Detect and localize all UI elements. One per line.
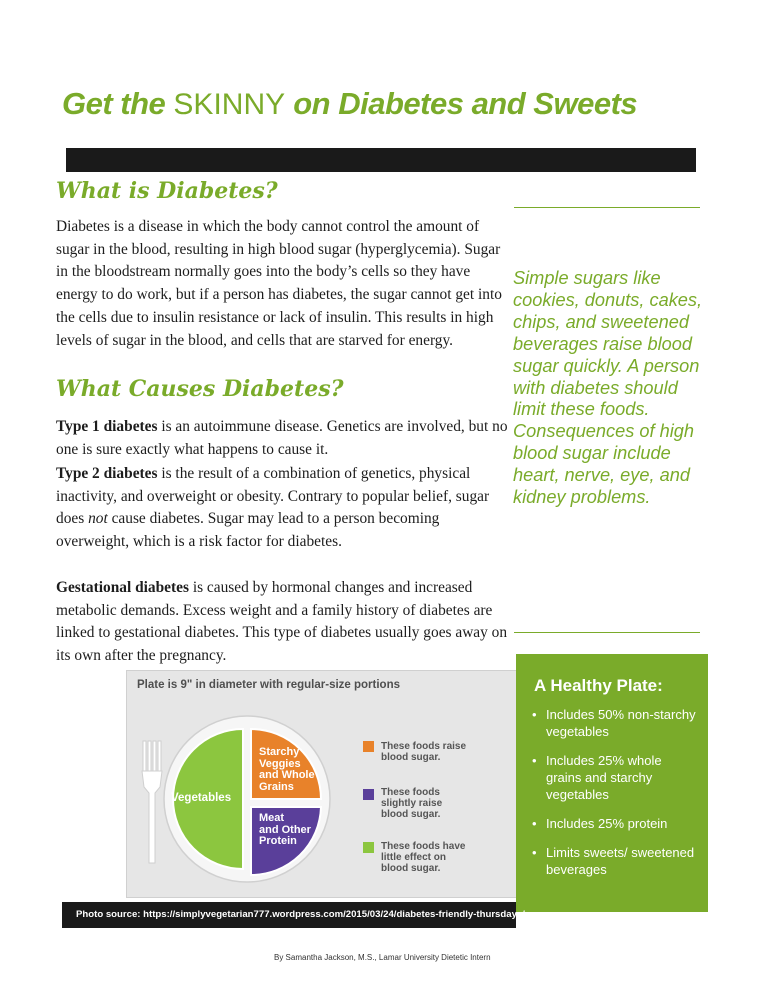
- plate-header: Plate is 9" in diameter with regular-size portions: [137, 679, 400, 691]
- section-heading-causes: What Causes Diabetes?: [56, 376, 344, 402]
- protein-label-line: Meat: [259, 812, 285, 824]
- gestational-term: Gestational diabetes: [56, 579, 189, 596]
- type2-text-a: is the result of a combination of genetics, physical inactivity, and overweight or obesity. Contrary to popular belief, sugar does: [56, 465, 490, 528]
- legend-line: These foods: [381, 787, 440, 798]
- type2-text-b: cause diabetes. Sugar may lead to a person becoming overweight, which is a risk factor for diabetes.: [56, 510, 440, 551]
- photo-source-bar: [62, 902, 525, 928]
- list-item: • Limits sweets/ sweetened beverages: [530, 844, 700, 878]
- legend-line: little effect on: [381, 852, 447, 863]
- photo-source-text: Photo source: https://simplyvegetarian777.wordpress.com/2015/03/24/diabetes-friendly-thursdays/: [76, 909, 525, 920]
- protein-label-line: Protein: [259, 835, 297, 847]
- legend-swatch-little: [363, 842, 374, 853]
- healthy-plate-title: A Healthy Plate:: [534, 676, 663, 695]
- healthy-plate-box: [516, 654, 708, 912]
- legend-line: blood sugar.: [381, 809, 441, 820]
- gestational-paragraph: [56, 577, 508, 668]
- type1-term: Type 1 diabetes: [56, 418, 158, 435]
- protein-label: [259, 813, 311, 848]
- list-item: • Includes 50% non-starchy vegetables: [530, 706, 700, 740]
- legend-swatch-raise: [363, 741, 374, 752]
- legend-swatch-slightly: [363, 789, 374, 800]
- starchy-label-line: Veggies: [259, 757, 301, 770]
- type2-term: Type 2 diabetes: [56, 465, 158, 482]
- list-item: • Includes 25% protein: [530, 815, 700, 832]
- sidebar-rule-top: [514, 207, 700, 208]
- starchy-label: [259, 747, 315, 793]
- section-heading-what-is: What is Diabetes?: [56, 178, 278, 204]
- type1-paragraph: [56, 416, 508, 461]
- sidebar-rule-bottom: [514, 632, 700, 633]
- healthy-plate-list: [530, 706, 700, 890]
- vegetables-label: Vegetables: [171, 792, 232, 804]
- legend-line: These foods raise: [381, 741, 467, 752]
- legend-raise: [381, 741, 466, 763]
- legend-little-effect: [381, 841, 465, 874]
- starchy-label-line: Starchy: [259, 746, 300, 758]
- what-is-diabetes-text: Diabetes is a disease in which the body cannot control the amount of sugar in the blood, resulting in high blood sugar (hyperglycemia). Sugar in the bloodstream normally goes into the body’s cells so they have energy to do work, but if a person has diabetes, the sugar cannot get into the cells due to insulin resistance or lack of insulin. This results in high levels of sugar in the blood, and cells that are starved for energy.: [56, 218, 502, 349]
- byline: By Samantha Jackson, M.S., Lamar University Dietetic Intern: [274, 953, 491, 962]
- fork-icon: [142, 741, 162, 863]
- protein-label-line: and Other: [259, 823, 311, 836]
- legend-line: slightly raise: [381, 798, 443, 809]
- legend-slightly-raise: [381, 787, 442, 820]
- list-item: • Includes 25% whole grains and starchy vegetables: [530, 752, 700, 803]
- plate-illustration: [126, 670, 518, 898]
- gestational-text: is caused by hormonal changes and increased metabolic demands. Excess weight and a family history of diabetes are linked to gestational diabetes. This type of diabetes usually goes away on its own after the pregnancy.: [56, 579, 508, 665]
- title-underline-bar: [66, 148, 696, 172]
- title-part-1: Get the: [62, 86, 166, 121]
- title-part-3: on Diabetes and Sweets: [293, 86, 638, 121]
- type2-not: not: [88, 510, 108, 528]
- pull-quote: Simple sugars like cookies, donuts, cakes, chips, and sweetened beverages raise blood sugar quickly. A person with diabetes should limit these foods. Consequences of high blood sugar include heart, nerve, eye, and kidney problems.: [513, 268, 703, 508]
- starchy-label-line: Grains: [259, 780, 294, 793]
- type1-text: is an autoimmune disease. Genetics are involved, but no one is sure exactly what happens to cause it.: [56, 418, 508, 458]
- starchy-label-line: and Whole: [259, 769, 315, 781]
- type2-paragraph: [56, 463, 508, 554]
- legend-line: blood sugar.: [381, 752, 441, 763]
- legend-line: blood sugar.: [381, 863, 441, 874]
- page-title: [62, 86, 742, 122]
- legend-line: These foods have: [381, 841, 466, 852]
- title-skinny: SKINNY: [173, 88, 286, 121]
